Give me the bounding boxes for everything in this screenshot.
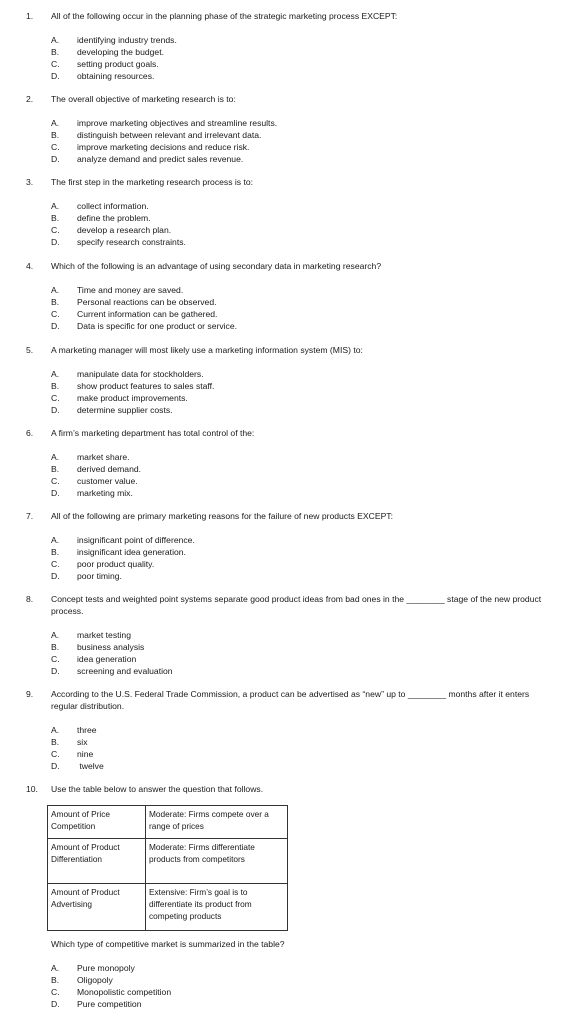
- option-d: [51, 570, 551, 582]
- option-a: [51, 724, 551, 736]
- table-cell: Amount of Product Advertising: [48, 884, 146, 931]
- question-text: A firm’s marketing department has total control of the:: [51, 428, 255, 438]
- option-d: [51, 665, 551, 677]
- option-text: idea generation: [77, 653, 137, 664]
- option-letter: C.: [51, 392, 60, 403]
- option-letter: D.: [51, 570, 60, 581]
- option-list: [51, 534, 551, 582]
- option-letter: D.: [51, 404, 60, 415]
- question-text: All of the following occur in the planning phase of the strategic marketing process EXCEPT:: [51, 11, 398, 21]
- option-c: [51, 308, 551, 320]
- option-letter: C.: [51, 308, 60, 319]
- question-number: 3.: [26, 177, 34, 187]
- option-b: [51, 641, 551, 653]
- option-letter: A.: [51, 963, 60, 973]
- option-text: identifying industry trends.: [77, 35, 177, 45]
- option-text: Pure monopoly: [77, 963, 135, 973]
- question-number: 6.: [26, 428, 34, 438]
- option-text: define the problem.: [77, 212, 151, 223]
- option-b: [51, 463, 551, 475]
- option-c: [51, 748, 551, 760]
- option-list: [51, 629, 551, 677]
- option-text: poor product quality.: [77, 558, 155, 569]
- question-text: The overall objective of marketing research is to:: [51, 94, 236, 104]
- option-letter: A.: [51, 35, 60, 45]
- question-text: The first step in the marketing research process is to:: [51, 177, 254, 187]
- option-letter: D.: [51, 665, 60, 676]
- option-b: [51, 546, 551, 558]
- option-text: obtaining resources.: [77, 70, 155, 81]
- question-text: Which of the following is an advantage of using secondary data in marketing research?: [51, 261, 382, 271]
- option-letter: B.: [51, 129, 60, 140]
- option-text: improve marketing objectives and streamline results.: [77, 118, 278, 128]
- option-letter: B.: [51, 641, 60, 652]
- option-b: [51, 46, 551, 58]
- question-text: A marketing manager will most likely use a marketing information system (MIS) to:: [51, 345, 363, 355]
- option-list: [51, 368, 551, 416]
- option-letter: C.: [51, 475, 60, 486]
- option-letter: A.: [51, 452, 60, 462]
- option-d: [51, 320, 551, 332]
- table-row: [48, 839, 288, 884]
- question-text: According to the U.S. Federal Trade Commission, a product can be advertised as “new” up to ________ months after it enters regular distribution.: [51, 689, 530, 711]
- option-c: [51, 653, 551, 665]
- option-text: insignificant idea generation.: [77, 546, 186, 557]
- option-text: Monopolistic competition: [77, 986, 172, 997]
- option-d: [51, 236, 551, 248]
- option-text: insignificant point of difference.: [77, 535, 195, 545]
- option-letter: B.: [51, 296, 60, 307]
- question-number: 8.: [26, 594, 34, 604]
- option-letter: C.: [51, 224, 60, 235]
- option-list: [51, 200, 551, 248]
- option-letter: A.: [51, 369, 60, 379]
- option-text: Personal reactions can be observed.: [77, 296, 217, 307]
- option-text: specify research constraints.: [77, 236, 186, 247]
- option-a: [51, 368, 551, 380]
- question-number: 5.: [26, 345, 34, 355]
- option-text: developing the budget.: [77, 46, 164, 57]
- option-d: [51, 998, 551, 1010]
- option-text: Oligopoly: [77, 974, 113, 985]
- question-text: Use the table below to answer the question that follows.: [51, 784, 264, 794]
- option-a: [51, 451, 551, 463]
- option-a: [51, 534, 551, 546]
- option-text: collect information.: [77, 201, 149, 211]
- option-b: [51, 296, 551, 308]
- option-text: show product features to sales staff.: [77, 380, 215, 391]
- option-letter: C.: [51, 986, 60, 997]
- option-text: Time and money are saved.: [77, 285, 184, 295]
- option-letter: A.: [51, 535, 60, 545]
- option-text: poor timing.: [77, 570, 122, 581]
- option-a: [51, 117, 551, 129]
- option-text: twelve: [77, 760, 104, 771]
- question-number: 2.: [26, 94, 34, 104]
- option-a: [51, 34, 551, 46]
- followup-question: Which type of competitive market is summarized in the table?: [51, 939, 285, 949]
- option-letter: B.: [51, 380, 60, 391]
- option-list: [51, 962, 551, 1010]
- option-letter: B.: [51, 212, 60, 223]
- table-cell: Extensive: Firm’s goal is to differentiate its product from competing products: [146, 884, 288, 931]
- option-d: [51, 70, 551, 82]
- table-row: [48, 806, 288, 839]
- table-row: [48, 884, 288, 931]
- option-text: setting product goals.: [77, 58, 159, 69]
- question-number: 10.: [26, 784, 38, 794]
- option-a: [51, 629, 551, 641]
- option-c: [51, 558, 551, 570]
- option-c: [51, 392, 551, 404]
- option-text: market testing: [77, 630, 131, 640]
- option-letter: B.: [51, 736, 60, 747]
- option-a: [51, 962, 551, 974]
- option-c: [51, 141, 551, 153]
- option-c: [51, 224, 551, 236]
- question-text: All of the following are primary marketing reasons for the failure of new products EXCEPT:: [51, 511, 393, 521]
- option-text: business analysis: [77, 641, 145, 652]
- option-text: nine: [77, 748, 94, 759]
- option-letter: C.: [51, 748, 60, 759]
- option-letter: A.: [51, 725, 60, 735]
- option-list: [51, 724, 551, 772]
- question-number: 9.: [26, 689, 34, 699]
- option-c: [51, 475, 551, 487]
- option-b: [51, 736, 551, 748]
- table-cell: Moderate: Firms compete over a range of prices: [146, 806, 288, 839]
- option-letter: A.: [51, 285, 60, 295]
- option-text: screening and evaluation: [77, 665, 173, 676]
- option-text: determine supplier costs.: [77, 404, 173, 415]
- option-text: manipulate data for stockholders.: [77, 369, 204, 379]
- option-letter: A.: [51, 630, 60, 640]
- option-text: derived demand.: [77, 463, 142, 474]
- option-b: [51, 212, 551, 224]
- option-letter: B.: [51, 974, 60, 985]
- question-number: 1.: [26, 11, 34, 21]
- option-d: [51, 404, 551, 416]
- option-letter: B.: [51, 546, 60, 557]
- option-letter: C.: [51, 141, 60, 152]
- option-text: develop a research plan.: [77, 224, 172, 235]
- option-text: distinguish between relevant and irrelevant data.: [77, 129, 262, 140]
- table-cell: Moderate: Firms differentiate products from competitors: [146, 839, 288, 884]
- option-text: Pure competition: [77, 998, 142, 1009]
- question-number: 4.: [26, 261, 34, 271]
- option-text: marketing mix.: [77, 487, 133, 498]
- option-c: [51, 58, 551, 70]
- question-text: Concept tests and weighted point systems separate good product ideas from bad ones in the ________ stage of the new product process.: [51, 594, 542, 616]
- table-cell: Amount of Product Differentiation: [48, 839, 146, 884]
- option-list: [51, 284, 551, 332]
- option-letter: C.: [51, 653, 60, 664]
- option-text: improve marketing decisions and reduce risk.: [77, 141, 250, 152]
- option-letter: D.: [51, 320, 60, 331]
- market-table: [47, 805, 288, 931]
- option-a: [51, 284, 551, 296]
- option-letter: D.: [51, 153, 60, 164]
- option-b: [51, 129, 551, 141]
- option-list: [51, 117, 551, 165]
- option-d: [51, 760, 551, 772]
- option-letter: D.: [51, 70, 60, 81]
- option-text: three: [77, 725, 97, 735]
- option-text: Data is specific for one product or service.: [77, 320, 238, 331]
- option-letter: D.: [51, 487, 60, 498]
- question-number: 7.: [26, 511, 34, 521]
- option-letter: D.: [51, 236, 60, 247]
- option-letter: C.: [51, 558, 60, 569]
- option-letter: B.: [51, 46, 60, 57]
- option-b: [51, 380, 551, 392]
- option-text: analyze demand and predict sales revenue.: [77, 153, 244, 164]
- option-text: market share.: [77, 452, 130, 462]
- option-text: make product improvements.: [77, 392, 188, 403]
- option-c: [51, 986, 551, 998]
- option-text: Current information can be gathered.: [77, 308, 218, 319]
- option-d: [51, 487, 551, 499]
- option-d: [51, 153, 551, 165]
- option-list: [51, 34, 551, 82]
- option-list: [51, 451, 551, 499]
- option-letter: D.: [51, 760, 60, 771]
- option-letter: B.: [51, 463, 60, 474]
- option-b: [51, 974, 551, 986]
- option-text: customer value.: [77, 475, 138, 486]
- table-cell: Amount of Price Competition: [48, 806, 146, 839]
- option-letter: A.: [51, 201, 60, 211]
- option-letter: A.: [51, 118, 60, 128]
- option-letter: C.: [51, 58, 60, 69]
- option-text: six: [77, 736, 88, 747]
- option-a: [51, 200, 551, 212]
- option-letter: D.: [51, 998, 60, 1009]
